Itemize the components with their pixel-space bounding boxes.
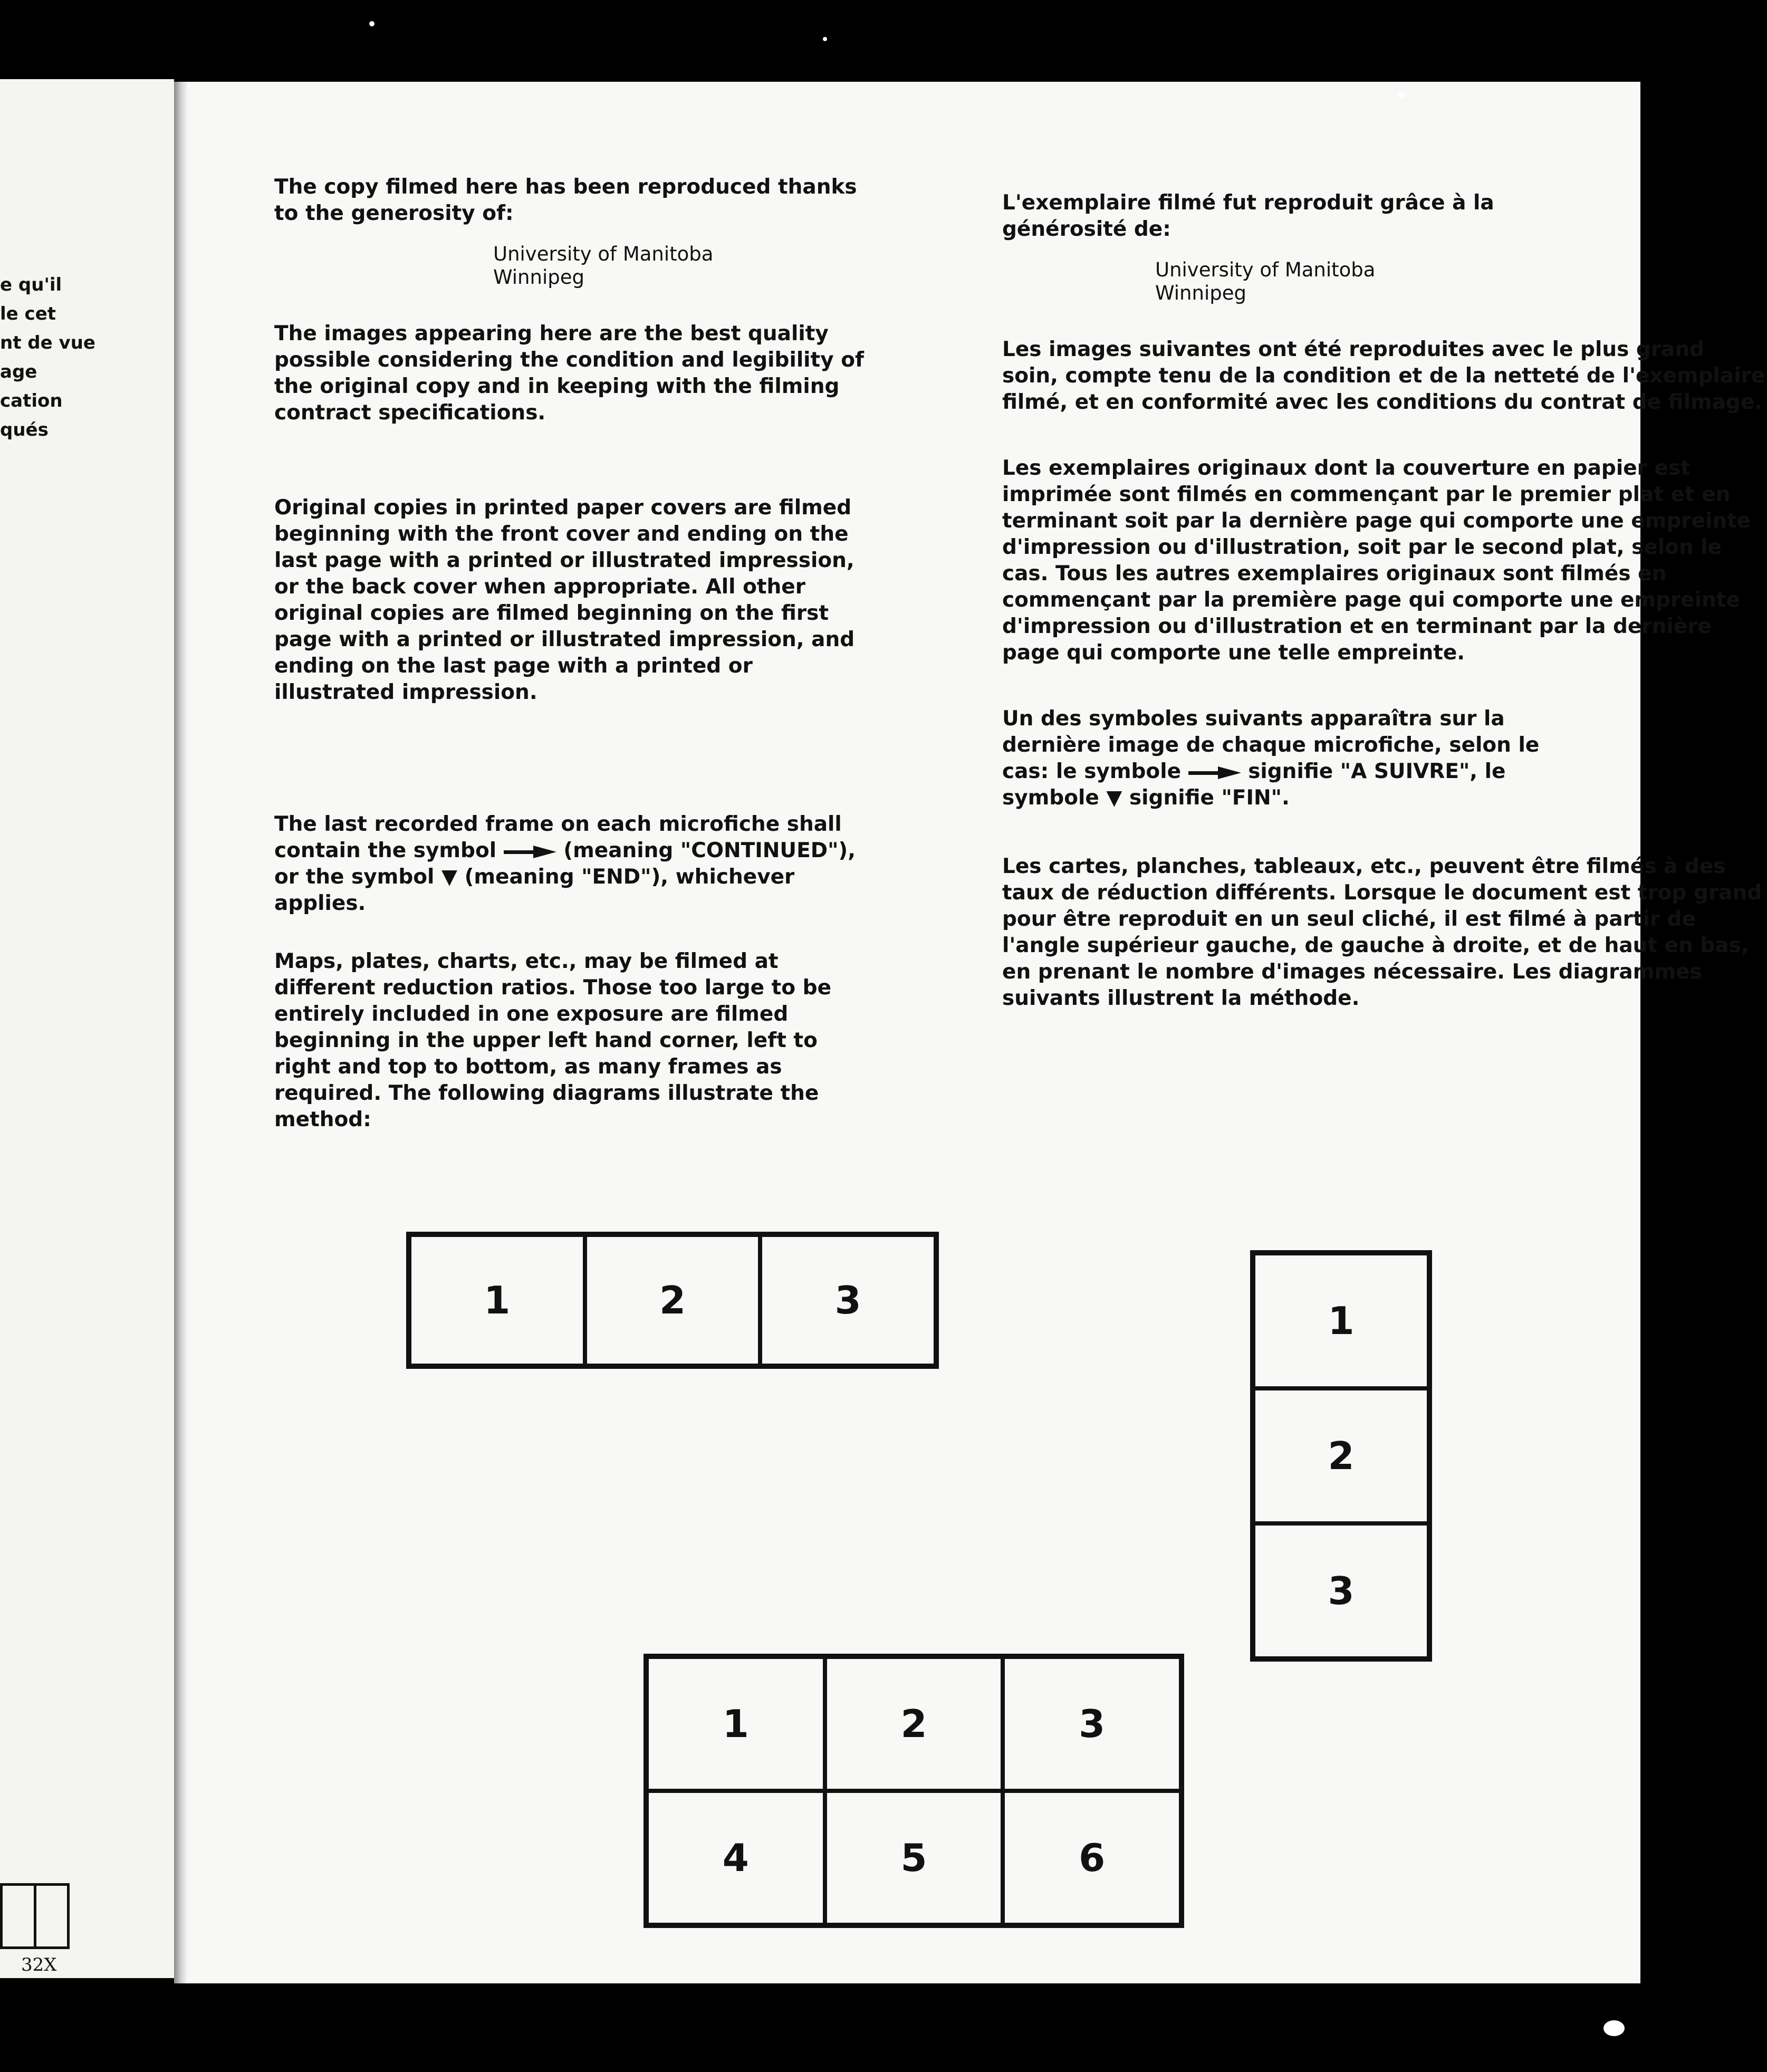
frame-cell: 2 bbox=[585, 1235, 761, 1366]
french-institution bbox=[1002, 258, 1767, 305]
diagram-row-frames bbox=[406, 1232, 939, 1369]
frame-cell: 4 bbox=[647, 1791, 825, 1925]
english-symbol-text-b: (meaning "CONTINUED"), or the symbol bbox=[274, 839, 856, 889]
frame-cell: 1 bbox=[647, 1657, 825, 1791]
french-intro: L'exemplaire filmé fut reproduit grâce à la générosité de: bbox=[1002, 191, 1494, 241]
frame-cell: 3 bbox=[1253, 1523, 1429, 1658]
frame-cell: 2 bbox=[1253, 1388, 1429, 1523]
english-institution bbox=[274, 243, 868, 289]
film-speck bbox=[823, 37, 827, 41]
french-symbol-paragraph bbox=[1002, 706, 1545, 811]
french-symbol-text-a: Un des symboles suivants apparaîtra sur la dernière image de chaque microfiche, selon le cas: le symbole bbox=[1002, 707, 1540, 783]
institution-city: Winnipeg bbox=[1155, 282, 1246, 304]
institution-name: University of Manitoba bbox=[1155, 258, 1376, 281]
english-symbol-text-a: The last recorded frame on each microfiche shall contain the symbol bbox=[274, 812, 842, 862]
prev-page-line: le cet bbox=[0, 303, 56, 324]
main-page bbox=[174, 82, 1765, 1983]
english-covers-paragraph: Original copies in printed paper covers are filmed beginning with the front cover and ending on the last page with a printed or illustrated impression, or the back cover when appropriate. All other original copies are filmed beginning on the first page with a printed or illustrated impression, and ending on the last page with a printed or illustrated impression. bbox=[274, 496, 855, 704]
continued-arrow-icon bbox=[1188, 766, 1241, 780]
prev-page-line: age bbox=[0, 361, 37, 382]
english-maps-paragraph: Maps, plates, charts, etc., may be filmed at different reduction ratios. Those too large to be entirely included in one exposure are filmed beginning in the upper left hand corner, left to right and top to bottom, as many frames as required. The following diagrams illustrate the method: bbox=[274, 949, 832, 1131]
prev-page-line: qués bbox=[0, 419, 49, 440]
prev-page-number: 32X bbox=[21, 1954, 57, 1975]
diagram-grid-frames bbox=[644, 1654, 1184, 1928]
frame-cell: 5 bbox=[825, 1791, 1003, 1925]
previous-page-edge bbox=[0, 79, 174, 1978]
english-intro: The copy filmed here has been reproduced thanks to the generosity of: bbox=[274, 175, 857, 225]
prev-page-line: cation bbox=[0, 390, 63, 411]
english-symbol-text-c: (meaning "END"), whichever applies. bbox=[274, 865, 795, 915]
institution-city: Winnipeg bbox=[493, 266, 584, 289]
english-symbol-paragraph bbox=[274, 811, 868, 917]
frame-cell: 3 bbox=[760, 1235, 936, 1366]
english-quality-paragraph: The images appearing here are the best quality possible considering the condition and legibility of the original copy and in keeping with the filming contract specifications. bbox=[274, 322, 864, 425]
french-covers-paragraph: Les exemplaires originaux dont la couverture en papier est imprimée sont filmés en commençant par le premier plat et en terminant soit par la dernière page qui comporte une empreinte d'impression ou d'illustration, soit par le second plat, selon le cas. Tous les autres exemplaires originaux sont filmés en commençant par la première page qui comporte une empreinte d'impression ou d'illustration et en terminant par la dernière page qui comporte une telle empreinte. bbox=[1002, 456, 1751, 665]
frame-cell: 6 bbox=[1003, 1791, 1181, 1925]
prev-page-line: e qu'il bbox=[0, 274, 62, 295]
french-symbol-text-c: signifie "FIN". bbox=[1129, 786, 1290, 810]
french-quality-paragraph: Les images suivantes ont été reproduites avec le plus grand soin, compte tenu de la condition et de la netteté de l'exemplaire filmé, et en conformité avec les conditions du contrat de filmage. bbox=[1002, 338, 1765, 414]
french-maps-paragraph: Les cartes, planches, tableaux, etc., peuvent être filmés à des taux de réduction différents. Lorsque le document est trop grand pour être reproduit en un seul cliché, il est filmé à partir de l'angle supérieur gauche, de gauche à droite, et de haut en bas, en prenant le nombre d'images nécessaire. Les diagrammes suivants illustrent la méthode. bbox=[1002, 855, 1762, 1010]
end-triangle-icon: ▼ bbox=[1106, 786, 1122, 810]
prev-page-diagram bbox=[0, 1883, 70, 1949]
frame-cell: 2 bbox=[825, 1657, 1003, 1791]
continued-arrow-icon bbox=[504, 845, 556, 859]
english-column bbox=[274, 174, 868, 1165]
end-triangle-icon: ▼ bbox=[441, 865, 457, 889]
prev-page-line: nt de vue bbox=[0, 332, 95, 353]
institution-name: University of Manitoba bbox=[493, 243, 714, 265]
french-symbol-text-b: signifie "A SUIVRE", le symbole bbox=[1002, 760, 1506, 810]
diagram-column-frames bbox=[1250, 1250, 1432, 1662]
frame-cell: 3 bbox=[1003, 1657, 1181, 1791]
film-speck bbox=[1398, 92, 1405, 98]
frame-cell: 1 bbox=[409, 1235, 585, 1366]
film-speck bbox=[369, 21, 374, 26]
film-speck bbox=[1603, 2020, 1625, 2036]
frame-cell: 1 bbox=[1253, 1253, 1429, 1388]
french-column bbox=[1002, 190, 1767, 1043]
